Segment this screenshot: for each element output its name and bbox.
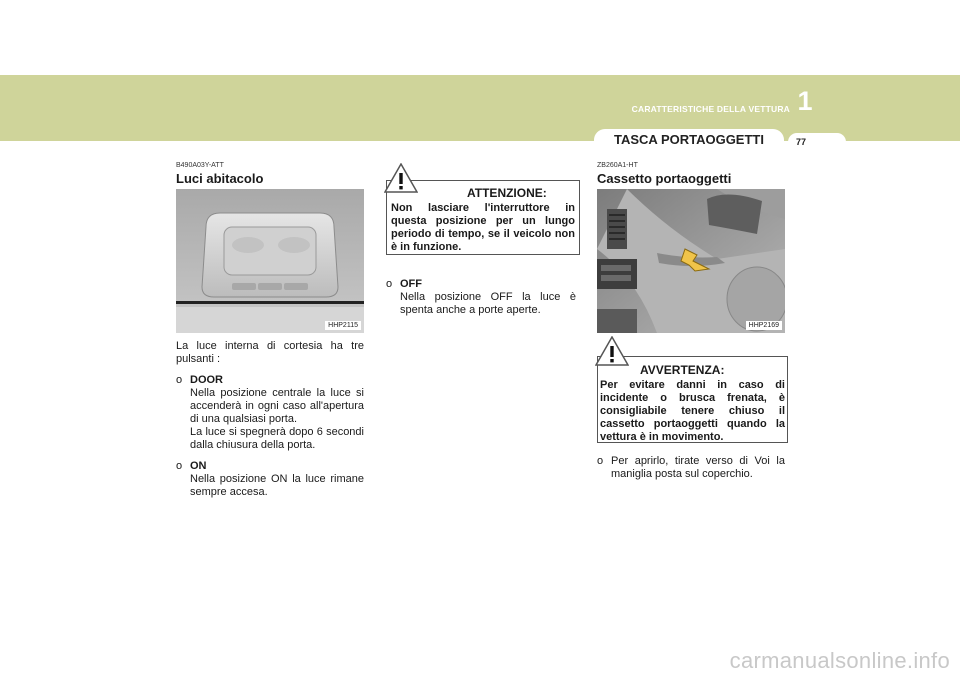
left-section-heading: Luci abitacolo — [176, 171, 264, 186]
bullet: o — [176, 460, 183, 472]
item-text-door-1: Nella posizione centrale la luce si accenderà in ogni caso all'apertura di una qualsiasi porta. — [190, 387, 364, 425]
list-item-door — [176, 374, 364, 452]
attention-title: ATTENZIONE: — [467, 186, 547, 200]
warning-triangle-icon — [384, 163, 418, 193]
left-body — [176, 340, 364, 499]
chapter-number: 1 — [797, 86, 813, 116]
bullet: o — [176, 374, 183, 386]
avvertenza-box — [597, 356, 788, 443]
avvertenza-text: Per evitare danni in caso di incidente o brusca frenata, è consigliabile tenere chiuso il cassetto portaoggetti quando la vettura è in movimento. — [600, 379, 785, 443]
middle-body — [386, 278, 576, 317]
item-text-door-2: La luce si spegnerà dopo 6 secondi dalla chiusura della porta. — [190, 426, 364, 451]
list-item-on — [176, 460, 364, 499]
courtesy-light-photo — [176, 189, 364, 333]
item-title-off: OFF — [400, 278, 422, 290]
right-photo-label: HHP2169 — [746, 321, 782, 330]
item-text-on: Nella posizione ON la luce rimane sempre accesa. — [190, 473, 364, 498]
section-tab-label: TASCA PORTAOGGETTI — [614, 132, 764, 147]
page-number: 77 — [796, 137, 807, 147]
list-item-open — [597, 455, 785, 481]
item-title-door: DOOR — [190, 374, 223, 386]
watermark: carmanualsonline.info — [729, 648, 950, 673]
item-text-open: Per aprirlo, tirate verso di Voi la maniglia posta sul coperchio. — [611, 455, 785, 480]
attention-text: Non lasciare l'interruttore in questa posizione per un lungo periodo di tempo, se il veicolo non è in funzione. — [391, 202, 575, 253]
left-photo-label: HHP2115 — [325, 321, 361, 330]
item-text-off: Nella posizione OFF la luce è spenta anche a porte aperte. — [400, 291, 576, 316]
bullet: o — [386, 278, 393, 290]
warning-triangle-icon — [595, 336, 629, 366]
item-title-on: ON — [190, 460, 207, 472]
section-tab — [594, 129, 784, 151]
right-body — [597, 455, 785, 481]
glovebox-photo — [597, 189, 785, 333]
right-section-code: ZB260A1-HT — [597, 162, 638, 169]
intro-text: La luce interna di cortesia ha tre pulsanti : — [176, 340, 364, 365]
chapter-title: CARATTERISTICHE DELLA VETTURA — [631, 104, 790, 114]
list-item-off — [386, 278, 576, 317]
left-section-code: B490A03Y-ATT — [176, 162, 224, 169]
bullet: o — [597, 455, 604, 467]
avvertenza-title: AVVERTENZA: — [640, 363, 725, 377]
page-number-tab — [788, 133, 846, 151]
right-section-heading: Cassetto portaoggetti — [597, 171, 732, 186]
